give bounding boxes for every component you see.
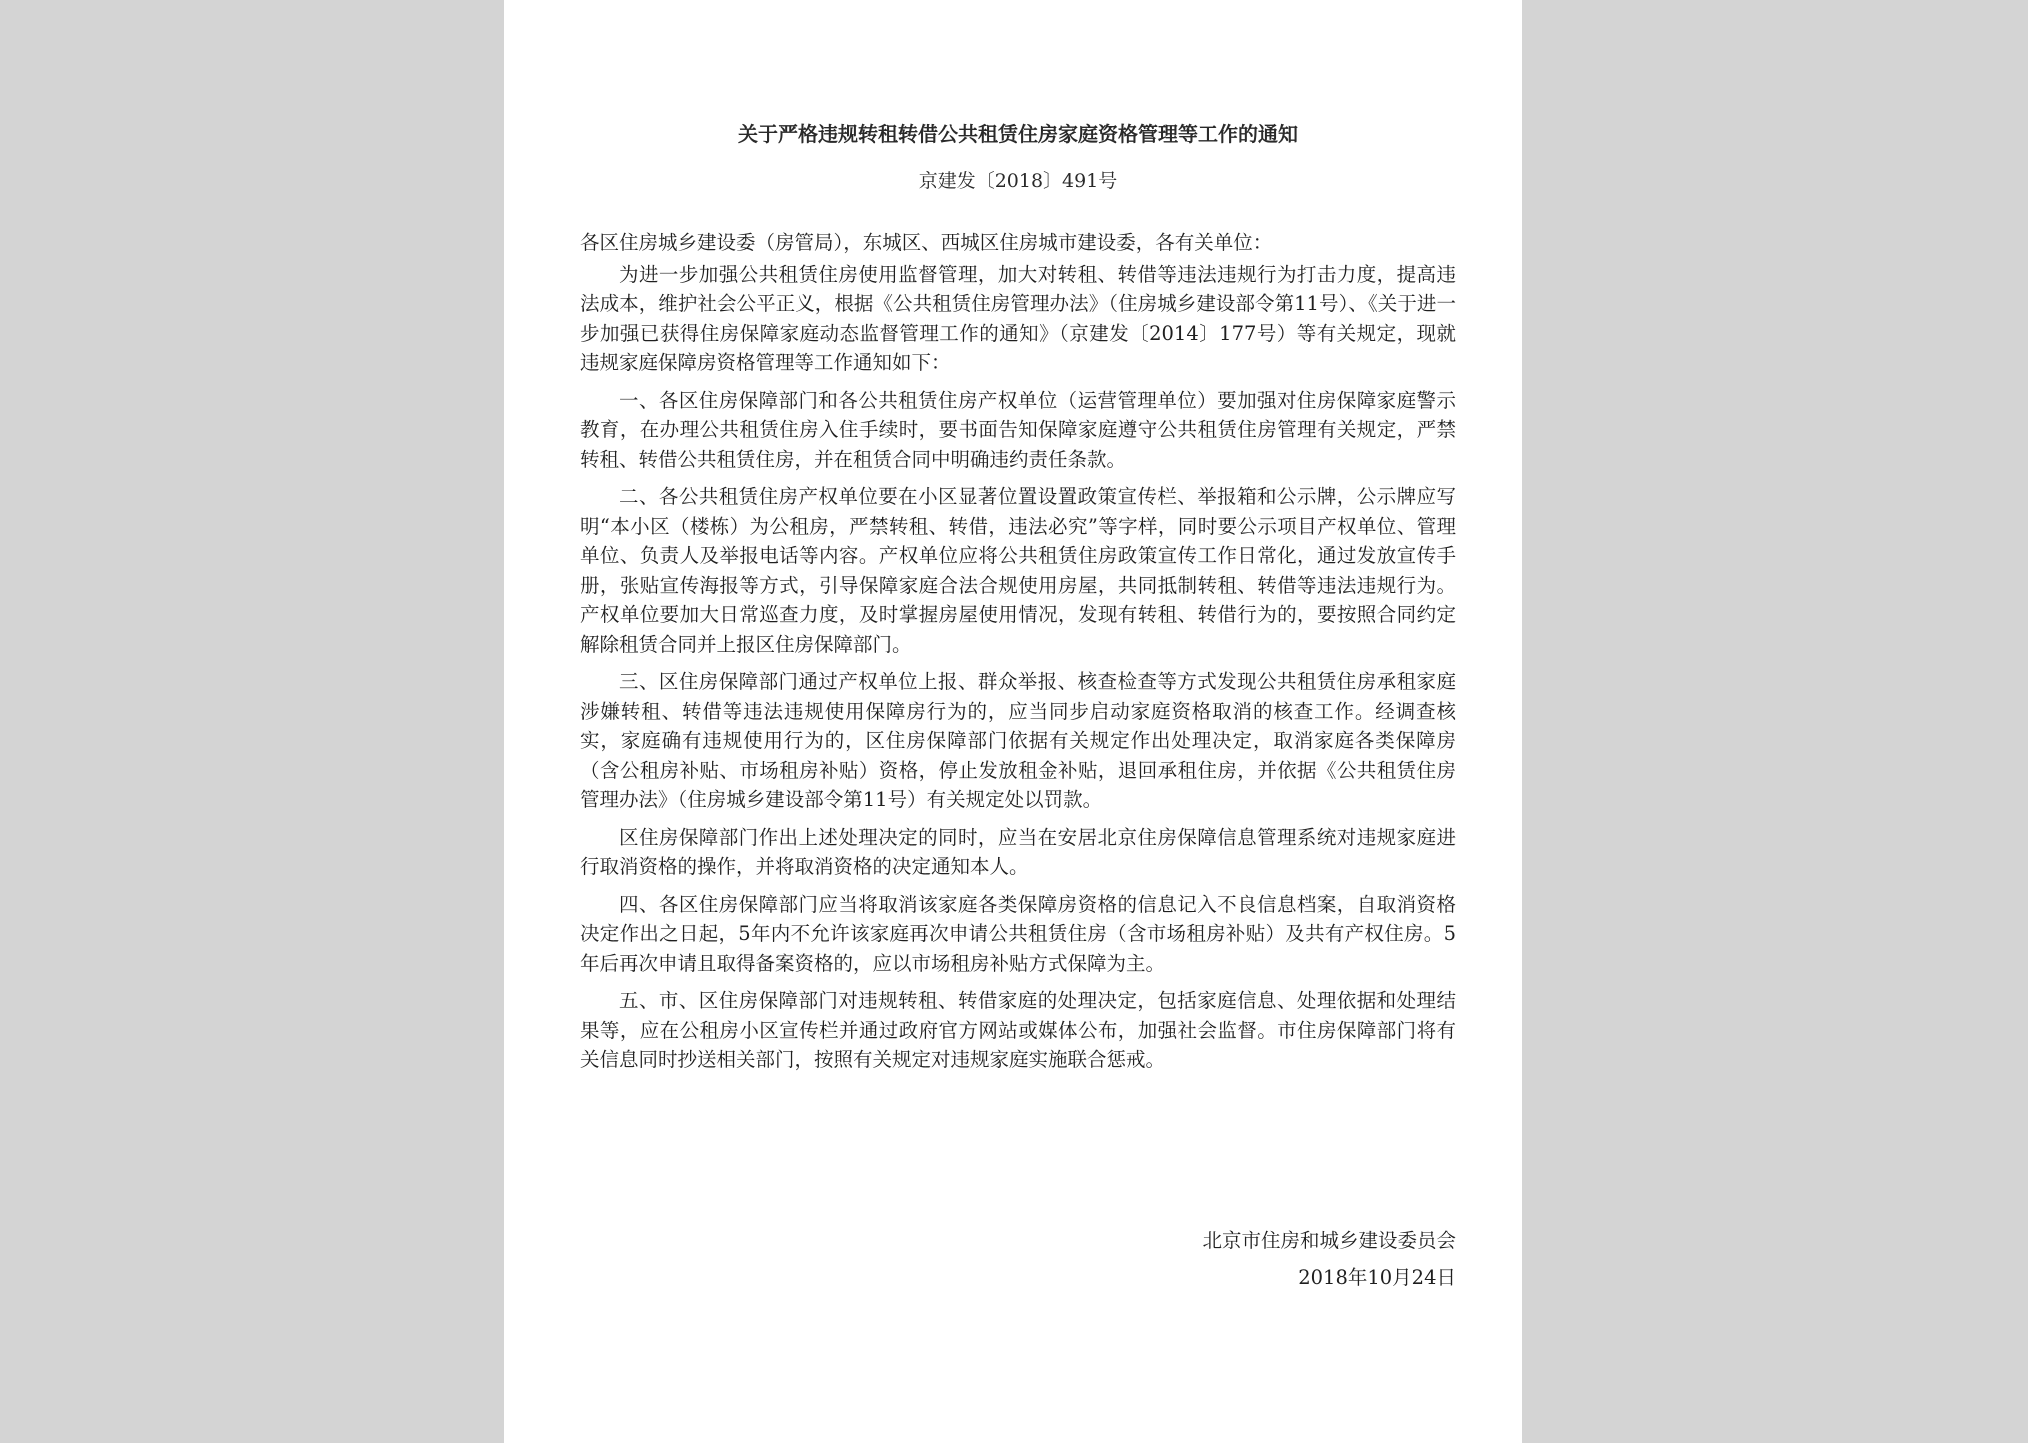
document-page bbox=[504, 0, 1522, 1443]
signature-organization: 北京市住房和城乡建设委员会 bbox=[1202, 1229, 1456, 1252]
document-number: 京建发〔2018〕491号 bbox=[918, 170, 1118, 192]
salutation: 各区住房城乡建设委（房管局），东城区、西城区住房城市建设委，各有关单位： bbox=[580, 231, 1273, 254]
paragraph-intro: 为进一步加强公共租赁住房使用监督管理，加大对转租、转借等违法违规行为打击力度，提高违法成本，维护社会公平正义，根据《公共租赁住房管理办法》（住房城乡建设部令第11号）、《关于进一步加强已获得住房保障家庭动态监督管理工作的通知》（京建发〔2014〕177号）等有关规定，现就违规家庭保障房资格管理等工作通知如下： bbox=[580, 262, 1456, 374]
paragraph-item-4: 四、各区住房保障部门应当将取消该家庭各类保障房资格的信息记入不良信息档案，自取消资格决定作出之日起，5年内不允许该家庭再次申请公共租赁住房（含市场租房补贴）及共有产权住房。5年后再次申请且取得备案资格的，应以市场租房补贴方式保障为主。 bbox=[580, 892, 1456, 975]
paragraph-item-3: 三、区住房保障部门通过产权单位上报、群众举报、核查检查等方式发现公共租赁住房承租家庭涉嫌转租、转借等违法违规使用保障房行为的，应当同步启动家庭资格取消的核查工作。经调查核实，家庭确有违规使用行为的，区住房保障部门依据有关规定作出处理决定，取消家庭各类保障房（含公租房补贴、市场租房补贴）资格，停止发放租金补贴，退回承租住房，并依据《公共租赁住房管理办法》（住房城乡建设部令第11号）有关规定处以罚款。 bbox=[580, 670, 1456, 811]
paragraph-item-1: 一、各区住房保障部门和各公共租赁住房产权单位（运营管理单位）要加强对住房保障家庭警示教育，在办理公共租赁住房入住手续时，要书面告知保障家庭遵守公共租赁住房管理有关规定，严禁转租、转借公共租赁住房，并在租赁合同中明确违约责任条款。 bbox=[580, 388, 1456, 471]
paragraph-item-3-supplement: 区住房保障部门作出上述处理决定的同时，应当在安居北京住房保障信息管理系统对违规家庭进行取消资格的操作，并将取消资格的决定通知本人。 bbox=[580, 825, 1456, 878]
document-body bbox=[580, 228, 1456, 1083]
signature-date: 2018年10月24日 bbox=[1298, 1266, 1456, 1289]
paragraph-item-5: 五、市、区住房保障部门对违规转租、转借家庭的处理决定，包括家庭信息、处理依据和处理结果等，应在公租房小区宣传栏并通过政府官方网站或媒体公布，加强社会监督。市住房保障部门将有关信息同时抄送相关部门，按照有关规定对违规家庭实施联合惩戒。 bbox=[580, 989, 1456, 1071]
document-title: 关于严格违规转租转借公共租赁住房家庭资格管理等工作的通知 bbox=[738, 122, 1298, 146]
paragraph-item-2: 二、各公共租赁住房产权单位要在小区显著位置设置政策宣传栏、举报箱和公示牌，公示牌应写明“本小区（楼栋）为公租房，严禁转租、转借，违法必究”等字样，同时要公示项目产权单位、管理单位、负责人及举报电话等内容。产权单位应将公共租赁住房政策宣传工作日常化，通过发放宣传手册，张贴宣传海报等方式，引导保障家庭合法合规使用房屋，共同抵制转租、转借等违法违规行为。产权单位要加大日常巡查力度，及时掌握房屋使用情况，发现有转租、转借行为的，要按照合同约定解除租赁合同并上报区住房保障部门。 bbox=[580, 485, 1456, 656]
